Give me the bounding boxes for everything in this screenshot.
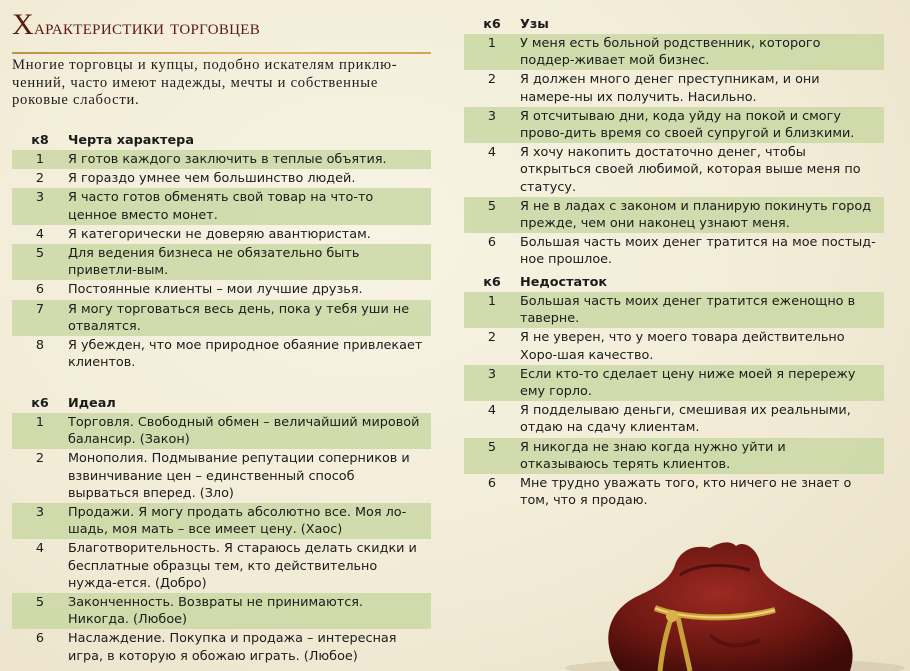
traits-table — [12, 129, 431, 372]
table-row — [12, 300, 431, 336]
table-row — [464, 292, 884, 328]
die-header: к6 — [31, 395, 49, 411]
row-text: Постоянные клиенты – мои лучшие друзья. — [68, 282, 363, 298]
roll-number: 6 — [35, 631, 45, 647]
table-row — [464, 107, 884, 143]
row-text: Торговля. Свободный обмен – величайший мировой балансир. (Закон) — [68, 413, 431, 449]
column-header: Идеал — [68, 395, 116, 411]
die-header: к8 — [31, 132, 49, 148]
table-row — [12, 629, 431, 665]
page-title — [12, 8, 260, 42]
row-text: Если кто-то сделает цену ниже моей я перережу ему горло. — [520, 365, 884, 401]
table-row — [12, 503, 431, 539]
table-header — [464, 13, 884, 34]
roll-number: 1 — [464, 292, 520, 328]
row-text: Мне трудно уважать того, кто ничего не знает о том, что я продаю. — [520, 476, 852, 509]
table-row — [12, 593, 431, 629]
table-row — [464, 401, 884, 437]
roll-number: 6 — [487, 235, 497, 251]
roll-number: 2 — [487, 72, 497, 88]
table-header — [12, 129, 431, 150]
ideals-table — [12, 392, 431, 666]
row-text: Наслаждение. Покупка и продажа – интересная игра, в которую я обожаю играть. (Любое) — [68, 631, 397, 664]
table-row — [464, 438, 884, 474]
title-rest: арактеристики торговцев — [33, 14, 261, 39]
row-text: Я отсчитываю дни, кода уйду на покой и смогу прово-дить время со своей супругой и близкими. — [520, 107, 884, 143]
roll-number: 5 — [12, 593, 68, 629]
title-divider — [12, 52, 431, 54]
row-text: Я подделываю деньги, смешивая их реальными, отдаю на сдачу клиентам. — [520, 403, 851, 436]
row-text: Продажи. Я могу продать абсолютно все. Моя ло-шадь, моя мать – все имеет цену. (Хаос) — [68, 503, 431, 539]
roll-number: 4 — [35, 226, 45, 242]
row-text: Я должен много денег преступникам, и они намере-ны их получить. Насильно. — [520, 72, 820, 105]
die-header: к6 — [483, 274, 501, 290]
table-row — [464, 328, 884, 364]
roll-number: 3 — [12, 188, 68, 224]
table-row — [464, 70, 884, 106]
title-initial: Х — [12, 8, 34, 41]
table-row — [12, 539, 431, 593]
intro-paragraph: Многие торговцы и купцы, подобно искателям приклю-ченний, часто имеют надежды, мечты и собственные роковые слабости. — [12, 57, 398, 109]
row-text: Законченность. Возвраты не принимаются. Никогда. (Любое) — [68, 593, 431, 629]
table-row — [464, 143, 884, 197]
roll-number: 5 — [12, 244, 68, 280]
row-text: Я не в ладах с законом и планирую покинуть город прежде, чем они наконец узнают меня. — [520, 197, 884, 233]
table-row — [12, 336, 431, 372]
roll-number: 3 — [12, 503, 68, 539]
row-text: Я никогда не знаю когда нужно уйти и отказываюсь терять клиентов. — [520, 438, 884, 474]
table-row — [12, 244, 431, 280]
roll-number: 7 — [12, 300, 68, 336]
table-row — [12, 225, 431, 244]
roll-number: 1 — [464, 34, 520, 70]
roll-number: 4 — [487, 145, 497, 161]
roll-number: 3 — [464, 365, 520, 401]
row-text: Для ведения бизнеса не обязательно быть приветли-вым. — [68, 244, 431, 280]
column-header: Узы — [520, 16, 549, 32]
row-text: Я часто готов обменять свой товар на что-то ценное вместо монет. — [68, 188, 431, 224]
row-text: Большая часть моих денег тратится еженощно в таверне. — [520, 292, 884, 328]
roll-number: 5 — [464, 438, 520, 474]
roll-number: 2 — [487, 330, 497, 346]
roll-number: 6 — [487, 476, 497, 492]
row-text: Я категорически не доверяю авантюристам. — [68, 226, 371, 242]
roll-number: 5 — [464, 197, 520, 233]
row-text: Я не уверен, что у моего товара действительно Хоро-шая качество. — [520, 330, 845, 363]
table-header — [464, 271, 884, 292]
table-row — [12, 169, 431, 188]
table-row — [464, 474, 884, 510]
die-header: к6 — [483, 16, 501, 32]
column-header: Черта характера — [68, 132, 194, 148]
coin-pouch-icon — [560, 540, 910, 671]
roll-number: 1 — [12, 150, 68, 169]
roll-number: 1 — [12, 413, 68, 449]
roll-number: 4 — [487, 403, 497, 419]
flaws-table — [464, 271, 884, 510]
table-row — [464, 197, 884, 233]
row-text: Я готов каждого заключить в теплые объятия. — [68, 150, 431, 169]
table-header — [12, 392, 431, 413]
row-text: Я хочу накопить достаточно денег, чтобы открыться своей любимой, которая выше меня по статусу. — [520, 145, 861, 195]
roll-number: 2 — [35, 451, 45, 467]
row-text: Я убежден, что мое природное обаяние привлекает клиентов. — [68, 338, 423, 371]
roll-number: 8 — [35, 338, 45, 354]
roll-number: 4 — [35, 541, 45, 557]
table-row — [464, 365, 884, 401]
row-text: Благотворительность. Я стараюсь делать скидки и бесплатные образцы тем, кто действительно нужда-ется. (Добро) — [68, 541, 417, 591]
table-row — [12, 150, 431, 169]
row-text: У меня есть больной родственник, которого поддер-живает мой бизнес. — [520, 34, 884, 70]
table-row — [464, 233, 884, 269]
row-text: Я гораздо умнее чем большинство людей. — [68, 171, 356, 187]
table-row — [12, 280, 431, 299]
table-row — [12, 449, 431, 503]
table-row — [12, 413, 431, 449]
row-text: Я могу торговаться весь день, пока у тебя уши не отвалятся. — [68, 300, 431, 336]
row-text: Монополия. Подмывание репутации соперников и взвинчивание цен – единственный способ вырваться вперед. (Зло) — [68, 451, 410, 501]
column-header: Недостаток — [520, 274, 608, 290]
roll-number: 3 — [464, 107, 520, 143]
roll-number: 6 — [35, 282, 45, 298]
roll-number: 2 — [35, 171, 45, 187]
table-row — [12, 188, 431, 224]
row-text: Большая часть моих денег тратится на мое постыд-ное прошлое. — [520, 235, 876, 268]
table-row — [464, 34, 884, 70]
bonds-table — [464, 13, 884, 270]
